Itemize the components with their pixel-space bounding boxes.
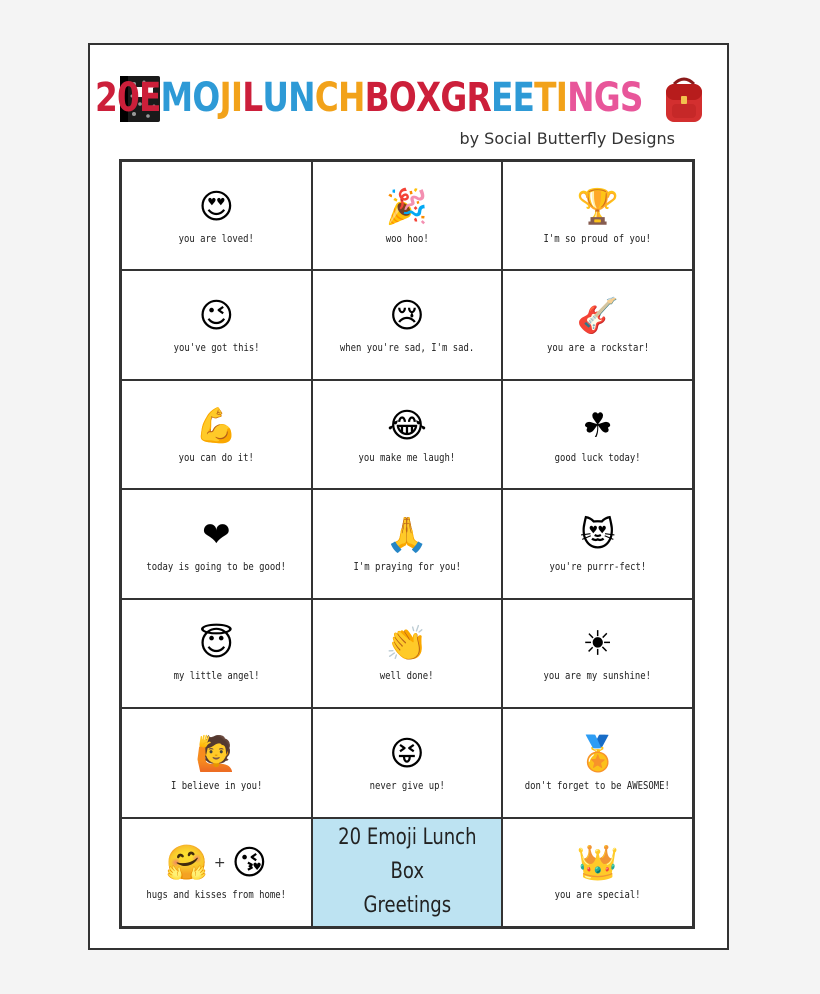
emoji-glyph: 💪: [195, 405, 238, 446]
greeting-caption: you are special!: [554, 889, 641, 902]
greeting-caption: I'm praying for you!: [353, 560, 461, 573]
emoji-glyph: 😉: [198, 296, 235, 337]
emoji-glyph: 😘: [231, 843, 268, 884]
winking-face-icon: [199, 296, 234, 336]
emoji-glyph: 👏: [385, 624, 429, 665]
heart-eyes-cat-icon: [580, 515, 615, 555]
hugging-face-and-kissing-face-icon: [166, 843, 268, 883]
title-letter: 2: [94, 75, 117, 121]
emoji-glyph: 😻: [579, 514, 616, 555]
greeting-caption: you can do it!: [178, 451, 254, 464]
title-letter: L: [242, 75, 263, 121]
title-letter: B: [364, 75, 389, 121]
emoji-glyph: 🙋: [195, 733, 238, 774]
greeting-card: [502, 708, 693, 817]
title-letter: U: [262, 75, 289, 121]
title-letter: N: [288, 75, 315, 121]
greeting-card: [121, 818, 312, 927]
title-letter: E: [512, 75, 535, 121]
emoji-glyph: 🙏: [385, 514, 429, 555]
title-letter: O: [192, 75, 220, 121]
sheet-header: [90, 69, 727, 148]
flexed-bicep-icon: [195, 406, 237, 446]
title-letter: J: [219, 75, 231, 121]
title-letter: G: [593, 75, 620, 121]
emoji-glyph: 🎉: [385, 186, 429, 227]
feature-title: 20 Emoji Lunch Box Greetings: [337, 825, 477, 919]
greeting-card: [502, 161, 693, 270]
greeting-card: [312, 380, 503, 489]
title-letter: S: [619, 75, 643, 121]
emoji-glyph: 👑: [576, 843, 619, 884]
shamrock-icon: [582, 406, 612, 446]
title-letter: E: [138, 75, 161, 121]
title-letter: I: [555, 75, 568, 121]
greeting-card: [502, 380, 693, 489]
byline: by Social Butterfly Designs: [459, 129, 675, 148]
greeting-card: [121, 380, 312, 489]
sun-icon: [582, 624, 612, 664]
greeting-card: [502, 818, 693, 927]
greeting-caption: well done!: [380, 670, 434, 683]
party-popper-icon: [386, 187, 428, 227]
greeting-card: [121, 161, 312, 270]
greeting-card: [312, 489, 503, 598]
greeting-caption: woo hoo!: [385, 232, 429, 245]
greeting-card: [502, 489, 693, 598]
greeting-card: [312, 161, 503, 270]
emoji-glyph: 🏅: [576, 733, 619, 774]
emoji-glyph: 😂: [387, 405, 427, 446]
greetings-grid: [119, 159, 695, 929]
greeting-card: [312, 599, 503, 708]
emoji-glyph: 🤗: [165, 843, 208, 884]
red-backpack-icon: [660, 74, 708, 124]
title-letter: X: [415, 75, 441, 121]
page-title: [94, 69, 643, 127]
title-letter: E: [490, 75, 513, 121]
emoji-glyph: 🎸: [576, 296, 619, 337]
greeting-card: [121, 599, 312, 708]
greeting-caption: my little angel!: [173, 670, 260, 683]
greeting-card: [121, 708, 312, 817]
title-letter: 0: [116, 75, 139, 121]
greeting-card: [121, 270, 312, 379]
title-letter: M: [160, 75, 193, 121]
crying-face-icon: [389, 296, 424, 336]
greeting-caption: today is going to be good!: [146, 560, 287, 573]
emoji-glyph: 😝: [389, 733, 425, 774]
greeting-caption: hugs and kisses from home!: [146, 889, 287, 902]
tongue-out-face-icon: [389, 734, 424, 774]
title-letter: N: [567, 75, 594, 121]
greeting-card: [121, 489, 312, 598]
title-letter: O: [388, 75, 416, 121]
greeting-caption: good luck today!: [554, 451, 641, 464]
title-letter: C: [314, 75, 339, 121]
guitar-star-icon: [576, 296, 618, 336]
clapping-hands-icon: [386, 624, 428, 664]
greeting-caption: you are my sunshine!: [543, 670, 652, 683]
feature-card: [312, 818, 503, 927]
raising-hand-girl-icon: [195, 734, 237, 774]
greeting-caption: I believe in you!: [170, 779, 263, 792]
heart-eyes-face-icon: [199, 187, 234, 227]
greeting-card: [502, 599, 693, 708]
greeting-caption: never give up!: [369, 779, 445, 792]
title-letter: T: [534, 75, 556, 121]
emoji-glyph: 😢: [389, 296, 425, 337]
greeting-caption: you are a rockstar!: [546, 342, 649, 355]
emoji-glyph: 🏆: [576, 186, 619, 227]
greeting-caption: you are loved!: [178, 232, 254, 245]
plus-sign: +: [213, 855, 226, 872]
greeting-caption: you make me laugh!: [358, 451, 456, 464]
emoji-glyph: 😇: [198, 624, 235, 665]
medal-icon: [576, 734, 618, 774]
red-heart-icon: [202, 515, 231, 555]
title-letter: G: [440, 75, 467, 121]
greeting-caption: don't forget to be AWESOME!: [525, 779, 671, 792]
greeting-caption: you're purrr-fect!: [549, 560, 647, 573]
emoji-glyph: ❤: [202, 514, 231, 555]
trophy-icon: [576, 187, 618, 227]
greeting-card: [312, 708, 503, 817]
praying-hands-icon: [386, 515, 428, 555]
emoji-glyph: 😍: [198, 186, 235, 227]
title-letter: H: [338, 75, 365, 121]
greeting-caption: when you're sad, I'm sad.: [339, 342, 475, 355]
title-letter: R: [466, 75, 491, 121]
emoji-glyph: ☀: [582, 624, 613, 665]
angel-face-icon: [199, 624, 234, 664]
greeting-card: [312, 270, 503, 379]
tears-of-joy-face-icon: [387, 406, 427, 446]
emoji-glyph: ☘: [582, 405, 613, 446]
greeting-card: [502, 270, 693, 379]
greeting-sheet: [88, 43, 729, 950]
greeting-caption: you've got this!: [173, 342, 260, 355]
crown-icon: [576, 843, 618, 883]
greeting-caption: I'm so proud of you!: [543, 232, 652, 245]
title-letter: I: [230, 75, 243, 121]
